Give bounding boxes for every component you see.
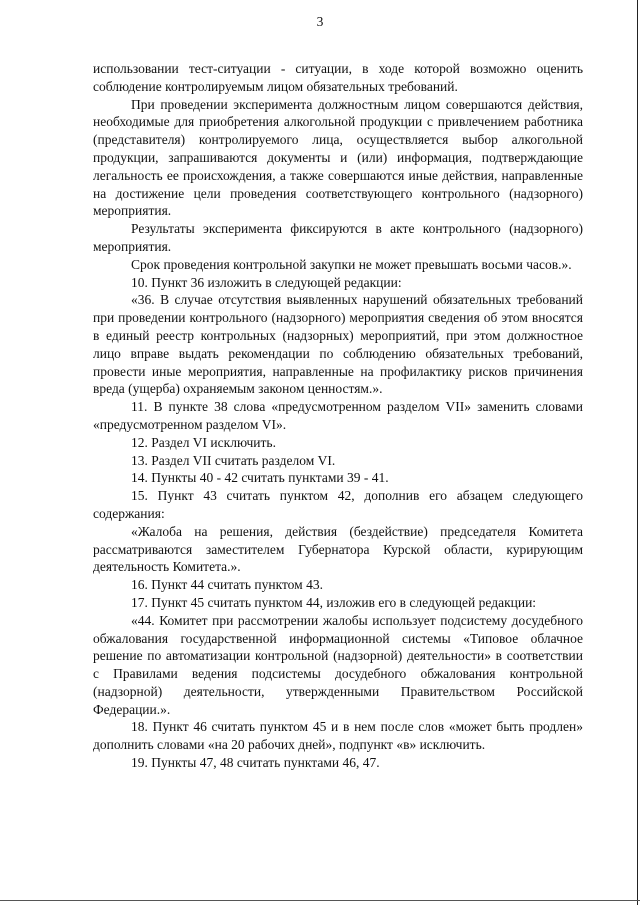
- paragraph: «36. В случае отсутствия выявленных нарушений обязательных требований при проведении контрольного (надзорного) мероприятия сведения об этом вносятся в единый реестр контрольных (надзорных) мероприятий, при этом должностное лицо вправе выдать рекомендации по соблюдению обязательных требований, провести иные мероприятия, направленные на профилактику рисков причинения вреда (ущерба) охраняемым законом ценностям.».: [93, 292, 583, 397]
- paragraph: «44. Комитет при рассмотрении жалобы использует подсистему досудебного обжалования государственной информационной системы «Типовое облачное решение по автоматизации контрольной (надзорной) деятельности» в соответствии с Правилами ведения подсистемы досудебного обжалования контрольной (надзорной) деятельности, утвержденными Правительством Российской Федерации.».: [93, 612, 583, 717]
- paragraph: 13. Раздел VII считать разделом VI.: [131, 452, 336, 468]
- paragraph: 19. Пункты 47, 48 считать пунктами 46, 47.: [131, 755, 380, 771]
- paragraph: 12. Раздел VI исключить.: [131, 434, 276, 450]
- paragraph: 14. Пункты 40 - 42 считать пунктами 39 - 41.: [131, 470, 389, 486]
- paragraph: 15. Пункт 43 считать пунктом 42, дополнив его абзацем следующего содержания:: [93, 488, 583, 521]
- paragraph: 11. В пункте 38 слова «предусмотренном разделом VII» заменить словами «предусмотренном разделом VI».: [93, 399, 583, 432]
- page-edge-bottom: [0, 900, 640, 901]
- paragraph: При проведении эксперимента должностным лицом совершаются действия, необходимые для приобретения алкогольной продукции с привлечением работника (представителя) контролируемого лица, осуществляется выбор алкогольной продукции, запрашиваются документы и (или) информация, подтверждающие легальность ее происхождения, а также совершаются иные действия, направленные на достижение цели проведения соответствующего контрольного (надзорного) мероприятия.: [93, 96, 583, 219]
- paragraph: «Жалоба на решения, действия (бездействие) председателя Комитета рассматриваются заместителем Губернатора Курской области, курирующим деятельность Комитета.».: [93, 523, 583, 575]
- paragraph: Срок проведения контрольной закупки не может превышать восьми часов.».: [131, 256, 572, 272]
- paragraph: 18. Пункт 46 считать пунктом 45 и в нем после слов «может быть продлен» дополнить словами «на 20 рабочих дней», подпункт «в» исключить.: [93, 719, 583, 753]
- page-edge-right: [637, 0, 638, 905]
- paragraph: 10. Пункт 36 изложить в следующей редакции:: [131, 274, 402, 290]
- paragraph: Результаты эксперимента фиксируются в акте контрольного (надзорного) мероприятия.: [93, 221, 583, 254]
- paragraph: 17. Пункт 45 считать пунктом 44, изложив его в следующей редакции:: [131, 594, 537, 610]
- paragraph: 16. Пункт 44 считать пунктом 43.: [131, 577, 323, 593]
- document-body: [93, 60, 583, 772]
- page-number: 3: [316, 14, 324, 29]
- paragraph: использовании тест-ситуации - ситуации, в ходе которой возможно оценить соблюдение контролируемым лицом обязательных требований.: [93, 61, 583, 94]
